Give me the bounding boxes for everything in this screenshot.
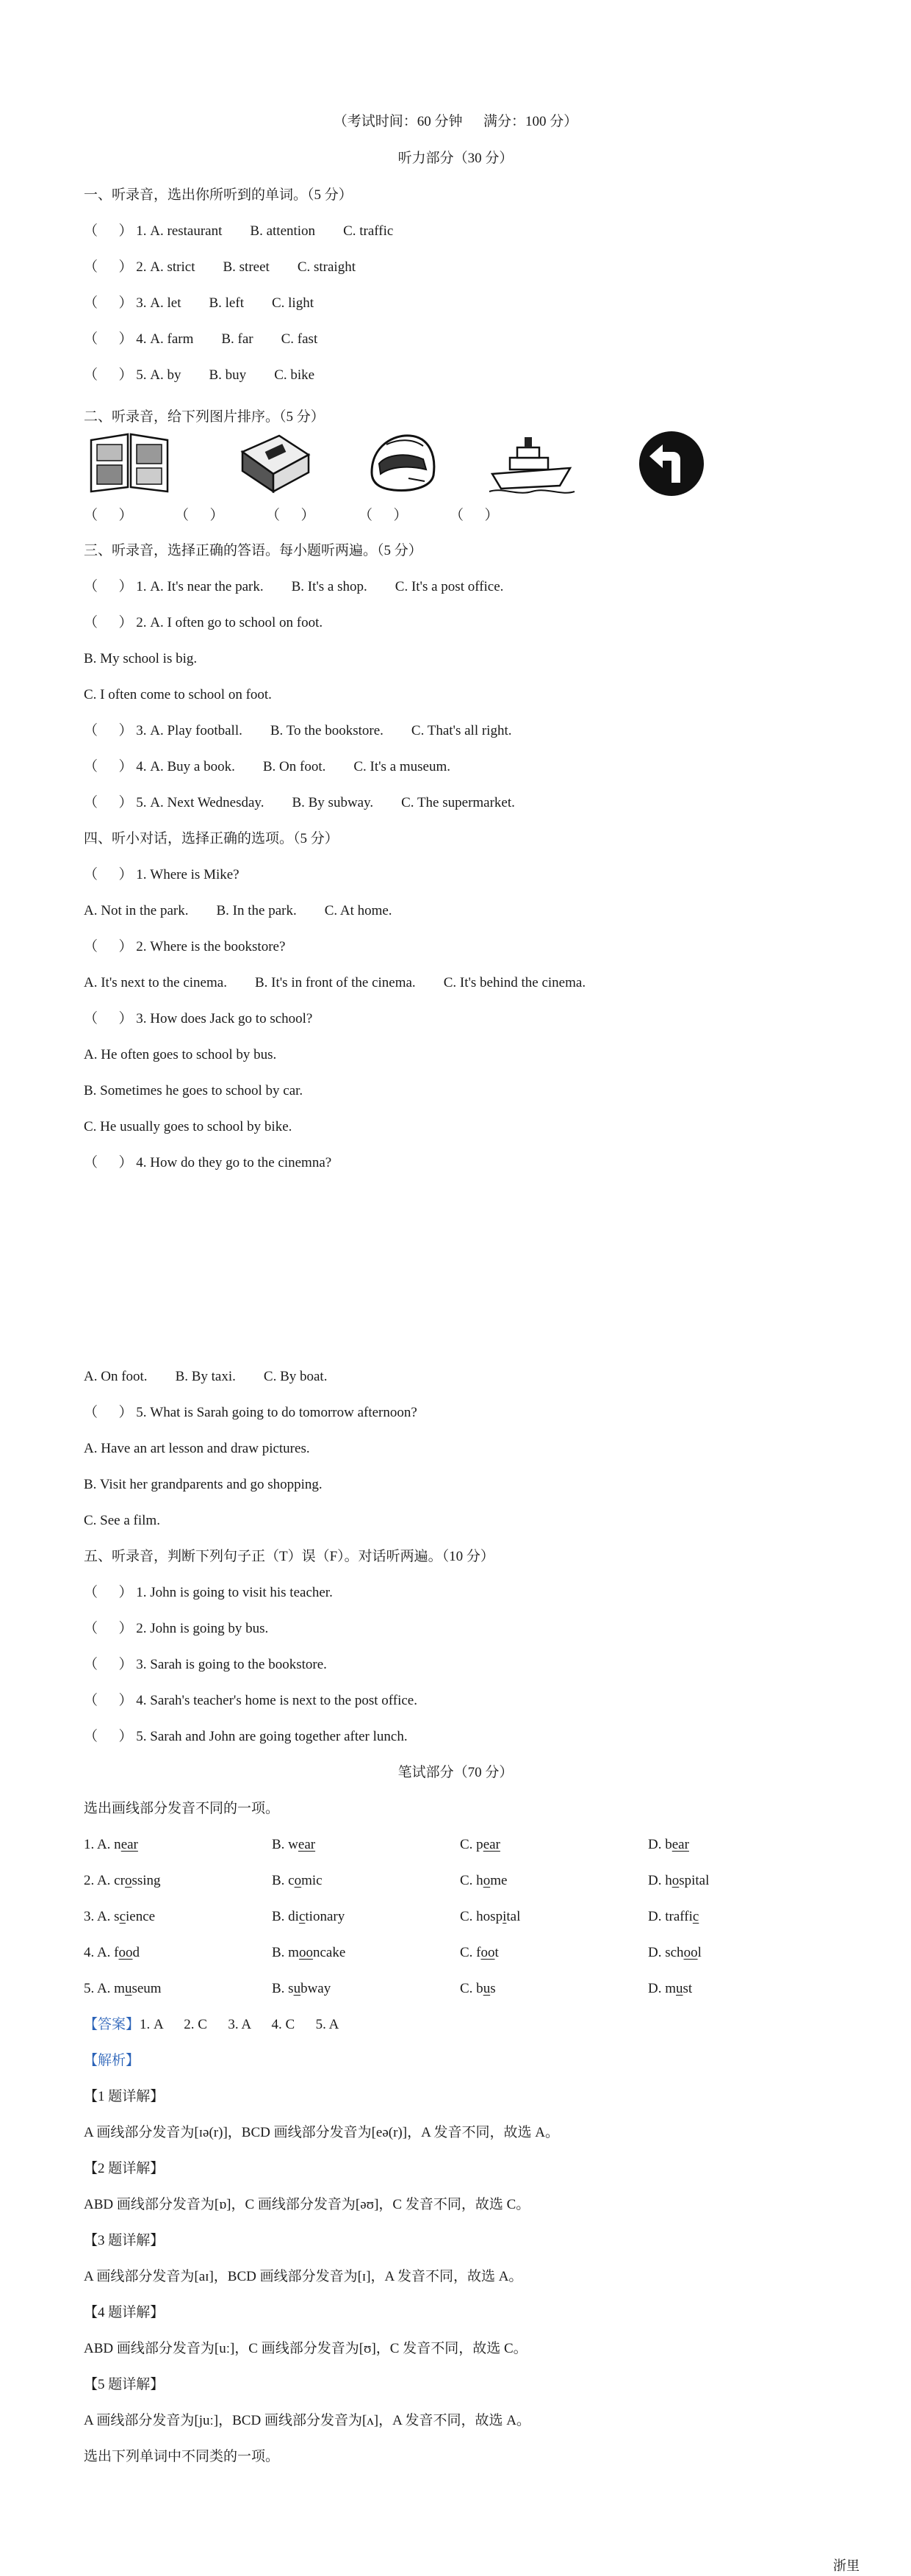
- option-c: C. straight: [297, 259, 356, 275]
- answer-blank[interactable]: （ ）: [84, 223, 133, 239]
- underlined-part: o: [671, 1873, 680, 1888]
- s5-item: [84, 1728, 408, 1746]
- word-prefix: B. c: [272, 1873, 295, 1888]
- s4-q5-option-c: C. See a film.: [84, 1513, 160, 1528]
- option-c: C. traffic: [343, 223, 394, 239]
- analysis-label: 【解析】: [84, 2053, 140, 2068]
- pron-option[interactable]: [272, 1872, 323, 1890]
- statement-text: 4. Sarah's teacher's home is next to the post office.: [136, 1693, 417, 1708]
- underlined-part: u: [293, 1981, 301, 1996]
- word-prefix: C. f: [460, 1945, 481, 1960]
- pron-option[interactable]: [460, 1944, 499, 1962]
- pron-option[interactable]: [84, 1872, 161, 1890]
- answer-line: [84, 2016, 339, 2034]
- underlined-part: ear: [298, 1837, 316, 1852]
- explanation-body: A 画线部分发音为[ɪə(r)]，BCD 画线部分发音为[eə(r)]，A 发音不同，故选 A。: [84, 2125, 559, 2140]
- s4-q5-option-b: B. Visit her grandparents and go shopping.: [84, 1477, 323, 1492]
- word-prefix: 3. A. s: [84, 1909, 120, 1924]
- option-c: C. It's a museum.: [353, 759, 451, 774]
- answer-blank[interactable]: （ ）: [84, 615, 133, 630]
- underlined-part: i: [503, 1909, 507, 1924]
- s4-q3-option-b: B. Sometimes he goes to school by car.: [84, 1083, 303, 1098]
- word-prefix: C. b: [460, 1981, 483, 1996]
- word-suffix: l: [697, 1945, 702, 1960]
- section-1-title: 一、听录音，选出你所听到的单词。（5 分）: [84, 187, 353, 203]
- explanation-heading: 【3 题详解】: [84, 2233, 165, 2248]
- pron-option[interactable]: [84, 1980, 162, 1998]
- word-suffix: me: [490, 1873, 508, 1888]
- option-b: B. attention: [250, 223, 316, 239]
- word-suffix: d: [132, 1945, 140, 1960]
- answer-blank[interactable]: （ ）: [84, 295, 133, 311]
- answer-values: 1. A 2. C 3. A 4. C 5. A: [140, 2017, 339, 2032]
- listening-title: 听力部分（30 分）: [397, 151, 514, 166]
- option-c: C. By boat.: [263, 1369, 328, 1384]
- written-title: 笔试部分（70 分）: [397, 1765, 514, 1780]
- s5-item: [84, 1692, 417, 1710]
- s4-q5-option-a: A. Have an art lesson and draw pictures.: [84, 1441, 310, 1456]
- option-b: B. By subway.: [292, 795, 374, 810]
- option-a: 2. A. I often go to school on foot.: [136, 615, 323, 630]
- option-a: 3. A. let: [136, 295, 181, 311]
- answer-blank[interactable]: （ ）: [84, 1657, 133, 1672]
- word-prefix: D. b: [648, 1837, 672, 1852]
- written-instruction: 选出画线部分发音不同的一项。: [84, 1801, 280, 1816]
- statement-text: 2. John is going by bus.: [136, 1621, 269, 1636]
- explanation-heading: 【5 题详解】: [84, 2377, 165, 2392]
- question-text: 3. How does Jack go to school?: [136, 1011, 313, 1026]
- pron-option[interactable]: [272, 1944, 345, 1962]
- word-suffix: bway: [300, 1981, 331, 1996]
- question-text: 2. Where is the bookstore?: [136, 939, 286, 954]
- option-c: C. It's a post office.: [395, 579, 504, 594]
- option-b: B. It's in front of the cinema.: [254, 975, 416, 990]
- explanation-heading: 【4 题详解】: [84, 2305, 165, 2320]
- answer-blank[interactable]: （ ）: [84, 795, 133, 810]
- pron-option[interactable]: [84, 1836, 138, 1854]
- word-prefix: 2. A. cr: [84, 1873, 125, 1888]
- helmet-icon: [364, 430, 441, 496]
- underlined-part: c: [119, 1909, 126, 1924]
- s4-q3-option-c: C. He usually goes to school by bike.: [84, 1119, 292, 1134]
- answer-blank[interactable]: （ ）: [84, 1585, 133, 1600]
- pron-option[interactable]: [460, 1908, 520, 1926]
- pron-option[interactable]: [460, 1980, 496, 1998]
- pron-option[interactable]: [272, 1980, 331, 1998]
- word-prefix: C. p: [460, 1837, 483, 1852]
- dictionary-icon: [235, 430, 316, 494]
- pron-option[interactable]: [648, 1836, 689, 1854]
- s4-q4-options: [84, 1368, 327, 1386]
- footer-text: 浙里: [833, 2558, 860, 2573]
- s4-q1: [84, 866, 240, 884]
- answer-blank[interactable]: （ ）: [84, 1621, 133, 1636]
- s3-q4: [84, 758, 450, 776]
- option-c: C. bike: [274, 367, 315, 383]
- word-prefix: B. m: [272, 1945, 299, 1960]
- s4-q5: [84, 1404, 417, 1422]
- word-suffix: tionary: [305, 1909, 345, 1924]
- answer-blank[interactable]: （ ）: [84, 1405, 133, 1420]
- answer-blank[interactable]: （ ）: [84, 939, 133, 954]
- explanation-heading: 【1 题详解】: [84, 2089, 165, 2104]
- pron-option[interactable]: [460, 1836, 500, 1854]
- order-blank[interactable]: （ ）: [84, 508, 133, 523]
- section-4-title: 四、听小对话，选择正确的选项。（5 分）: [84, 831, 339, 846]
- answer-blank[interactable]: （ ）: [84, 331, 133, 347]
- option-c: C. At home.: [324, 903, 392, 918]
- s1-item: [84, 331, 317, 348]
- pron-option[interactable]: [460, 1872, 507, 1890]
- option-b: B. On foot.: [262, 759, 326, 774]
- pron-option[interactable]: [648, 1944, 702, 1962]
- s3-q2-option-c: C. I often come to school on foot.: [84, 687, 272, 702]
- s5-item: [84, 1584, 333, 1602]
- explanation-body: A 画线部分发音为[juː]，BCD 画线部分发音为[ʌ]，A 发音不同，故选 A。: [84, 2413, 531, 2428]
- s3-q2: [84, 614, 323, 632]
- word-prefix: D. traffi: [648, 1909, 693, 1924]
- explanation-body: ABD 画线部分发音为[ɒ]，C 画线部分发音为[əʊ]，C 发音不同，故选 C。: [84, 2197, 530, 2212]
- s3-q3: [84, 722, 511, 740]
- next-instruction: 选出下列单词中不同类的一项。: [84, 2449, 280, 2464]
- word-prefix: B. w: [272, 1837, 298, 1852]
- word-prefix: D. m: [648, 1981, 676, 1996]
- underlined-part: ear: [671, 1837, 689, 1852]
- picture-row: [0, 430, 911, 503]
- underlined-part: ear: [120, 1837, 138, 1852]
- statement-text: 5. Sarah and John are going together after lunch.: [136, 1729, 408, 1744]
- underlined-part: o: [124, 1873, 132, 1888]
- underlined-part: c: [692, 1909, 699, 1924]
- word-suffix: seum: [132, 1981, 162, 1996]
- pron-option[interactable]: [272, 1908, 345, 1926]
- underlined-part: o: [294, 1873, 302, 1888]
- option-a: 1. A. restaurant: [136, 223, 223, 239]
- order-blank[interactable]: （ ）: [175, 508, 224, 523]
- option-b: B. left: [209, 295, 244, 311]
- section-5-title: 五、听录音，判断下列句子正（T）误（F）。对话听两遍。（10 分）: [84, 1549, 494, 1564]
- word-suffix: ssing: [132, 1873, 161, 1888]
- underlined-part: ear: [483, 1837, 500, 1852]
- option-b: B. In the park.: [216, 903, 297, 918]
- pron-option[interactable]: [84, 1908, 155, 1926]
- option-b: B. It's a shop.: [291, 579, 367, 594]
- s1-item: [84, 295, 314, 312]
- word-prefix: B. s: [272, 1981, 294, 1996]
- word-prefix: C. hosp: [460, 1909, 503, 1924]
- option-b: B. To the bookstore.: [270, 723, 384, 738]
- word-suffix: tal: [506, 1909, 521, 1924]
- word-prefix: 4. A. f: [84, 1945, 119, 1960]
- question-text: 1. Where is Mike?: [136, 867, 240, 882]
- s4-q3-option-a: A. He often goes to school by bus.: [84, 1047, 277, 1062]
- option-a: 4. A. farm: [136, 331, 194, 347]
- turn-left-sign-icon: [636, 430, 707, 497]
- option-b: B. By taxi.: [175, 1369, 236, 1384]
- pron-option[interactable]: [648, 1908, 699, 1926]
- statement-text: 3. Sarah is going to the bookstore.: [136, 1657, 327, 1672]
- answer-blank[interactable]: （ ）: [84, 867, 133, 882]
- option-c: C. fast: [281, 331, 318, 347]
- section-3-title: 三、听录音，选择正确的答语。每小题听两遍。（5 分）: [84, 543, 422, 558]
- pron-option[interactable]: [272, 1836, 315, 1854]
- word-suffix: s: [490, 1981, 496, 1996]
- s4-q2-options: [84, 974, 586, 992]
- order-blank[interactable]: （ ）: [359, 508, 408, 523]
- answer-blank[interactable]: （ ）: [84, 1693, 133, 1708]
- option-a: 5. A. by: [136, 367, 181, 383]
- answer-blank[interactable]: （ ）: [84, 1011, 133, 1026]
- underlined-part: oo: [480, 1945, 495, 1960]
- underlined-part: oo: [298, 1945, 313, 1960]
- question-text: 5. What is Sarah going to do tomorrow afternoon?: [136, 1405, 417, 1420]
- explanation-heading: 【2 题详解】: [84, 2161, 165, 2176]
- word-suffix: t: [494, 1945, 499, 1960]
- option-c: C. That's all right.: [411, 723, 512, 738]
- word-suffix: ience: [126, 1909, 156, 1924]
- explanation-body: ABD 画线部分发音为[uː]，C 画线部分发音为[ʊ]，C 发音不同，故选 C。: [84, 2341, 527, 2356]
- order-blank[interactable]: （ ）: [450, 508, 499, 523]
- s4-q2: [84, 938, 285, 956]
- option-a: 4. A. Buy a book.: [136, 759, 235, 774]
- pron-option[interactable]: [84, 1944, 140, 1962]
- s4-q3: [84, 1010, 312, 1028]
- underlined-part: o: [483, 1873, 491, 1888]
- word-prefix: D. h: [648, 1873, 672, 1888]
- option-c: C. It's behind the cinema.: [443, 975, 586, 990]
- s5-item: [84, 1656, 327, 1674]
- answer-blank[interactable]: （ ）: [84, 1155, 133, 1170]
- picture-book-icon: [87, 430, 172, 493]
- answer-blank[interactable]: （ ）: [84, 723, 133, 738]
- word-suffix: spital: [679, 1873, 710, 1888]
- s1-item: [84, 259, 356, 276]
- statement-text: 1. John is going to visit his teacher.: [136, 1585, 333, 1600]
- section-2-title: 二、听录音，给下列图片排序。（5 分）: [84, 409, 325, 425]
- option-a: 5. A. Next Wednesday.: [136, 795, 264, 810]
- option-b: B. far: [221, 331, 253, 347]
- word-prefix: C. h: [460, 1873, 483, 1888]
- option-a: A. On foot.: [84, 1369, 148, 1384]
- answer-blank[interactable]: （ ）: [84, 259, 133, 275]
- underlined-part: oo: [118, 1945, 133, 1960]
- word-suffix: ncake: [312, 1945, 346, 1960]
- word-suffix: st: [683, 1981, 693, 1996]
- s5-item: [84, 1620, 268, 1638]
- answer-blank[interactable]: （ ）: [84, 579, 133, 594]
- option-b: B. street: [223, 259, 270, 275]
- exam-info: （考试时间：60 分钟 满分：100 分）: [333, 114, 578, 129]
- order-blank[interactable]: （ ）: [266, 508, 315, 523]
- s4-q4: [84, 1154, 331, 1172]
- option-b: B. buy: [209, 367, 247, 383]
- s1-item: [84, 367, 314, 384]
- option-c: C. The supermarket.: [401, 795, 515, 810]
- underlined-part: u: [676, 1981, 683, 1996]
- question-text: 4. How do they go to the cinemna?: [136, 1155, 332, 1170]
- pron-option[interactable]: [648, 1980, 692, 1998]
- s1-item: [84, 223, 393, 240]
- s3-q2-option-b: B. My school is big.: [84, 651, 198, 666]
- word-prefix: D. sch: [648, 1945, 684, 1960]
- answer-blank[interactable]: （ ）: [84, 1729, 133, 1744]
- answer-blank[interactable]: （ ）: [84, 367, 133, 383]
- word-prefix: B. di: [272, 1909, 299, 1924]
- pron-option[interactable]: [648, 1872, 709, 1890]
- ship-icon: [488, 433, 576, 496]
- s4-q1-options: [84, 902, 392, 920]
- underlined-part: u: [483, 1981, 491, 1996]
- word-prefix: 5. A. m: [84, 1981, 125, 1996]
- option-a: 3. A. Play football.: [136, 723, 242, 738]
- option-c: C. light: [271, 295, 314, 311]
- option-a: 2. A. strict: [136, 259, 195, 275]
- answer-blank[interactable]: （ ）: [84, 759, 133, 774]
- underlined-part: c: [298, 1909, 306, 1924]
- word-prefix: 1. A. n: [84, 1837, 121, 1852]
- option-a: A. It's next to the cinema.: [84, 975, 227, 990]
- underlined-part: u: [124, 1981, 132, 1996]
- s3-q5: [84, 794, 515, 812]
- option-a: A. Not in the park.: [84, 903, 189, 918]
- explanation-body: A 画线部分发音为[aɪ]，BCD 画线部分发音为[ɪ]，A 发音不同，故选 A。: [84, 2269, 523, 2284]
- word-suffix: mic: [301, 1873, 323, 1888]
- option-a: 1. A. It's near the park.: [136, 579, 264, 594]
- underlined-part: oo: [683, 1945, 698, 1960]
- s3-q1: [84, 578, 503, 596]
- answer-label: 【答案】: [84, 2017, 140, 2032]
